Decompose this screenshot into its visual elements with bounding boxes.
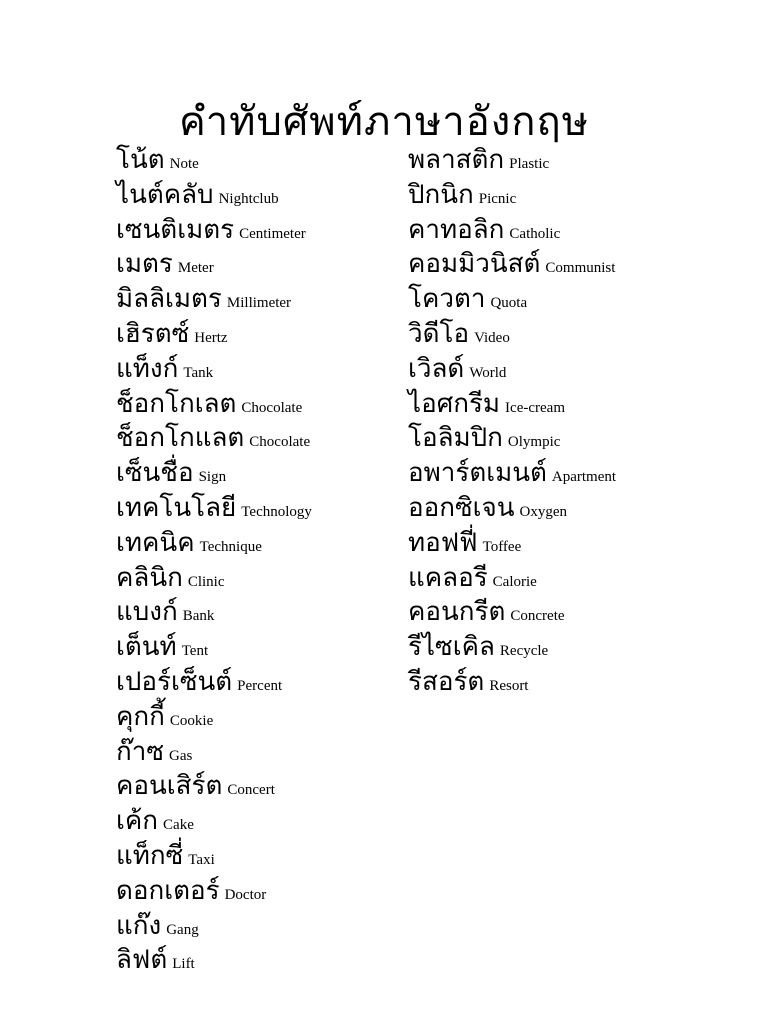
word-entry (116, 352, 312, 387)
thai-word: ปิกนิก (408, 179, 474, 210)
word-entry (116, 491, 312, 526)
word-entry (116, 839, 312, 874)
thai-word: เมตร (116, 249, 173, 280)
thai-word: อพาร์ตเมนต์ (408, 458, 547, 489)
word-entry (116, 282, 312, 317)
thai-word: ไอศกรีม (408, 388, 501, 419)
word-entry (408, 352, 616, 387)
thai-word: โอลิมปิก (408, 423, 503, 454)
word-entry (408, 491, 616, 526)
word-entry (408, 456, 616, 491)
english-word: Cake (163, 817, 194, 834)
word-entry (408, 282, 616, 317)
english-word: World (469, 364, 507, 381)
english-word: Bank (182, 608, 215, 625)
english-word: Technique (199, 538, 262, 555)
english-word: Video (474, 329, 510, 346)
english-word: Chocolate (241, 399, 303, 416)
word-entry (116, 561, 312, 596)
english-word: Gas (169, 747, 193, 764)
english-word: Percent (237, 677, 283, 694)
thai-word: ช็อกโกแลต (116, 423, 245, 454)
english-word: Toffee (482, 538, 522, 555)
thai-word: เต็นท์ (116, 632, 177, 663)
word-entry (408, 317, 616, 352)
thai-word: โน้ต (116, 145, 165, 175)
thai-word: เวิลด์ (408, 353, 465, 384)
english-word: Tank (183, 364, 214, 381)
english-word: Concrete (510, 608, 565, 625)
word-entry (116, 387, 312, 422)
right-word-list (408, 143, 616, 700)
thai-word: เปอร์เซ็นต์ (116, 666, 233, 697)
word-entry (116, 421, 312, 456)
word-entry (408, 387, 616, 422)
thai-word: ดอกเตอร์ (116, 875, 220, 906)
thai-word: แก๊ง (116, 910, 162, 941)
thai-word: ก๊าซ (116, 736, 164, 767)
english-word: Communist (545, 260, 616, 277)
english-word: Catholic (509, 225, 561, 242)
english-word: Ice-cream (505, 399, 565, 416)
word-entry (116, 213, 312, 248)
left-word-list (116, 143, 312, 978)
english-word: Centimeter (239, 225, 306, 242)
word-entry (116, 874, 312, 909)
english-word: Calorie (492, 573, 537, 590)
word-entry (116, 943, 312, 978)
word-entry (116, 735, 312, 770)
thai-word: เค้ก (116, 806, 159, 837)
english-word: Taxi (188, 851, 215, 868)
word-entry (116, 769, 312, 804)
english-word: Picnic (478, 190, 517, 207)
thai-word: คลินิก (116, 562, 183, 593)
english-word: Resort (489, 677, 529, 694)
english-word: Gang (166, 921, 199, 938)
english-word: Concert (227, 782, 275, 799)
english-word: Millimeter (226, 295, 292, 312)
english-word: Apartment (551, 469, 617, 486)
thai-word: เซนติเมตร (116, 214, 235, 245)
word-entry (116, 665, 312, 700)
thai-word: แคลอรี (408, 562, 488, 593)
thai-word: ทอฟฟี่ (408, 527, 478, 558)
thai-word: เฮิรตซ์ (116, 318, 190, 349)
word-entry (116, 317, 312, 352)
word-entry (408, 178, 616, 213)
thai-word: คอนเสิร์ต (116, 771, 223, 802)
english-word: Lift (172, 956, 195, 973)
thai-word: วิดีโอ (408, 318, 470, 349)
thai-word: มิลลิเมตร (116, 284, 222, 315)
word-entry (116, 526, 312, 561)
thai-word: แท็งก์ (116, 353, 179, 384)
english-word: Tent (181, 643, 209, 660)
word-entry (116, 595, 312, 630)
word-entry (116, 630, 312, 665)
word-entry (408, 595, 616, 630)
english-word: Olympic (507, 434, 561, 451)
english-word: Note (169, 156, 199, 172)
english-word: Plastic (509, 156, 550, 172)
thai-word: แบงก์ (116, 597, 178, 628)
word-entry (408, 630, 616, 665)
thai-word: ช็อกโกเลต (116, 388, 237, 419)
word-entry (408, 143, 616, 178)
word-entry (116, 804, 312, 839)
page-title: คำทับศัพท์ภาษาอังกฤษ (178, 99, 590, 145)
english-word: Sign (198, 469, 227, 486)
word-entry (116, 178, 312, 213)
word-entry (408, 213, 616, 248)
thai-word: แท็กซี่ (116, 840, 184, 871)
thai-word: เซ็นชื่อ (116, 458, 194, 489)
thai-word: รีสอร์ต (408, 666, 485, 697)
word-entry (408, 526, 616, 561)
thai-word: เทคนิค (116, 527, 195, 558)
english-word: Doctor (224, 886, 267, 903)
thai-word: ออกซิเจน (408, 492, 515, 523)
english-word: Clinic (187, 573, 225, 590)
thai-word: คุกกี้ (116, 701, 165, 732)
english-word: Recycle (499, 643, 549, 660)
thai-word: เทคโนโลยี (116, 492, 237, 523)
word-entry (116, 700, 312, 735)
word-entry (408, 421, 616, 456)
english-word: Meter (177, 260, 214, 277)
thai-word: คาทอลิก (408, 214, 505, 245)
word-entry (408, 247, 616, 282)
thai-word: ลิฟต์ (116, 945, 168, 976)
word-entry (116, 143, 312, 178)
word-entry (408, 561, 616, 596)
english-word: Technology (241, 503, 312, 520)
thai-word: คอมมิวนิสต์ (408, 249, 541, 280)
english-word: Cookie (169, 712, 214, 729)
word-entry (116, 909, 312, 944)
thai-word: คอนกรีต (408, 597, 506, 628)
word-entry (408, 665, 616, 700)
english-word: Oxygen (519, 503, 568, 520)
word-entry (116, 456, 312, 491)
thai-word: ไนต์คลับ (116, 179, 214, 210)
thai-word: พลาสติก (408, 145, 505, 175)
english-word: Nightclub (218, 190, 279, 207)
english-word: Chocolate (249, 434, 311, 451)
word-entry (116, 247, 312, 282)
english-word: Hertz (194, 329, 228, 346)
thai-word: โควตา (408, 284, 486, 315)
thai-word: รีไซเคิล (408, 632, 495, 663)
english-word: Quota (490, 295, 528, 312)
